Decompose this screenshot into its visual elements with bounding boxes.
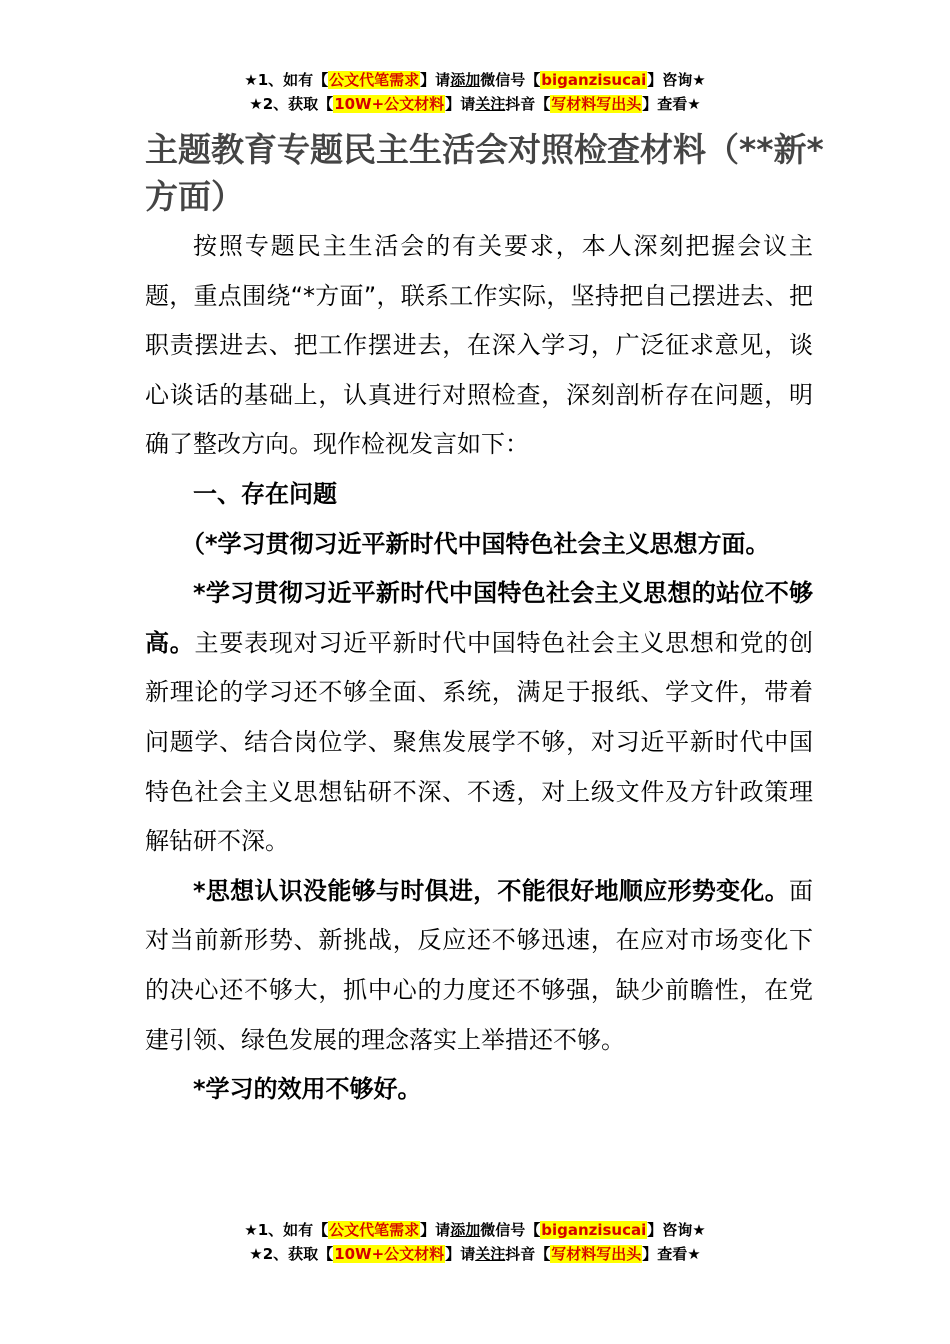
ad-line-1-top [0, 69, 950, 91]
ad-text: ★1、如有【 [244, 1221, 329, 1239]
ad-highlight: 公文代笔需求 [329, 71, 420, 89]
ad-highlight: biganzisucai [541, 71, 647, 89]
ad-highlight: biganzisucai [541, 1221, 647, 1239]
ad-line-2-top [0, 93, 950, 115]
ad-text: 】请 [420, 1221, 451, 1239]
ad-text: ★1、如有【 [244, 71, 329, 89]
paragraph-1-lead: *学习贯彻习近平新时代中国特色社会主义思想的站位不够高。 [145, 579, 813, 657]
document-body [145, 222, 813, 1115]
ad-text: 】查看★ [642, 1245, 701, 1263]
ad-text: ★2、获取【 [249, 1245, 334, 1263]
ad-highlight: 10W+公文材料 [334, 95, 445, 113]
ad-highlight: 写材料写出头 [551, 1245, 642, 1263]
ad-line-2-bottom [0, 1243, 950, 1265]
paragraph-1 [145, 569, 813, 867]
ad-text: 】查看★ [642, 95, 701, 113]
ad-text: 】请 [420, 71, 451, 89]
ad-text: 微信号【 [480, 71, 541, 89]
ad-text: ★2、获取【 [249, 95, 334, 113]
ad-text: 】咨询★ [647, 1221, 706, 1239]
section-heading: 一、存在问题 [193, 479, 337, 508]
document-title: 主题教育专题民主生活会对照检查材料（**新*方面） [145, 130, 824, 216]
ad-text: 抖音【 [505, 95, 551, 113]
ad-line-1-bottom [0, 1219, 950, 1241]
ad-underline: 添加 [450, 1221, 481, 1239]
ad-underline: 添加 [450, 71, 481, 89]
ad-underline: 关注 [475, 1245, 506, 1263]
ad-text: 抖音【 [505, 1245, 551, 1263]
paragraph-2-lead: *思想认识没能够与时俱进，不能很好地顺应形势变化。 [193, 876, 789, 905]
paragraph-2-text: 面对当前新形势、新挑战，反应还不够迅速，在应对市场变化下的决心还不够大，抓中心的力度还不够强，缺少前瞻性，在党建引领、绿色发展的理念落实上举措还不够。 [145, 876, 813, 1054]
ad-text: 】咨询★ [647, 71, 706, 89]
paragraph-3-lead: *学习的效用不够好。 [193, 1075, 422, 1104]
ad-text: 】请 [445, 95, 476, 113]
ad-underline: 关注 [475, 95, 506, 113]
paragraph-1-text: 主要表现对习近平新时代中国特色社会主义思想和党的创新理论的学习还不够全面、系统，满足于报纸、学文件，带着问题学、结合岗位学、聚焦发展学不够，对习近平新时代中国特色社会主义思想钻研不深、不透，对上级文件及方针政策理解钻研不深。 [145, 628, 814, 856]
subsection-heading: （*学习贯彻习近平新时代中国特色社会主义思想方面。 [181, 529, 770, 558]
ad-highlight: 公文代笔需求 [329, 1221, 420, 1239]
ad-highlight: 10W+公文材料 [334, 1245, 445, 1263]
paragraph-2 [145, 867, 813, 1065]
ad-text: 】请 [445, 1245, 476, 1263]
ad-text: 微信号【 [480, 1221, 541, 1239]
intro-paragraph: 按照专题民主生活会的有关要求，本人深刻把握会议主题，重点围绕“*方面”，联系工作实际，坚持把自己摆进去、把职责摆进去、把工作摆进去，在深入学习，广泛征求意见，谈心谈话的基础上，认真进行对照检查，深刻剖析存在问题，明确了整改方向。现作检视发言如下： [145, 232, 813, 459]
ad-highlight: 写材料写出头 [551, 95, 642, 113]
